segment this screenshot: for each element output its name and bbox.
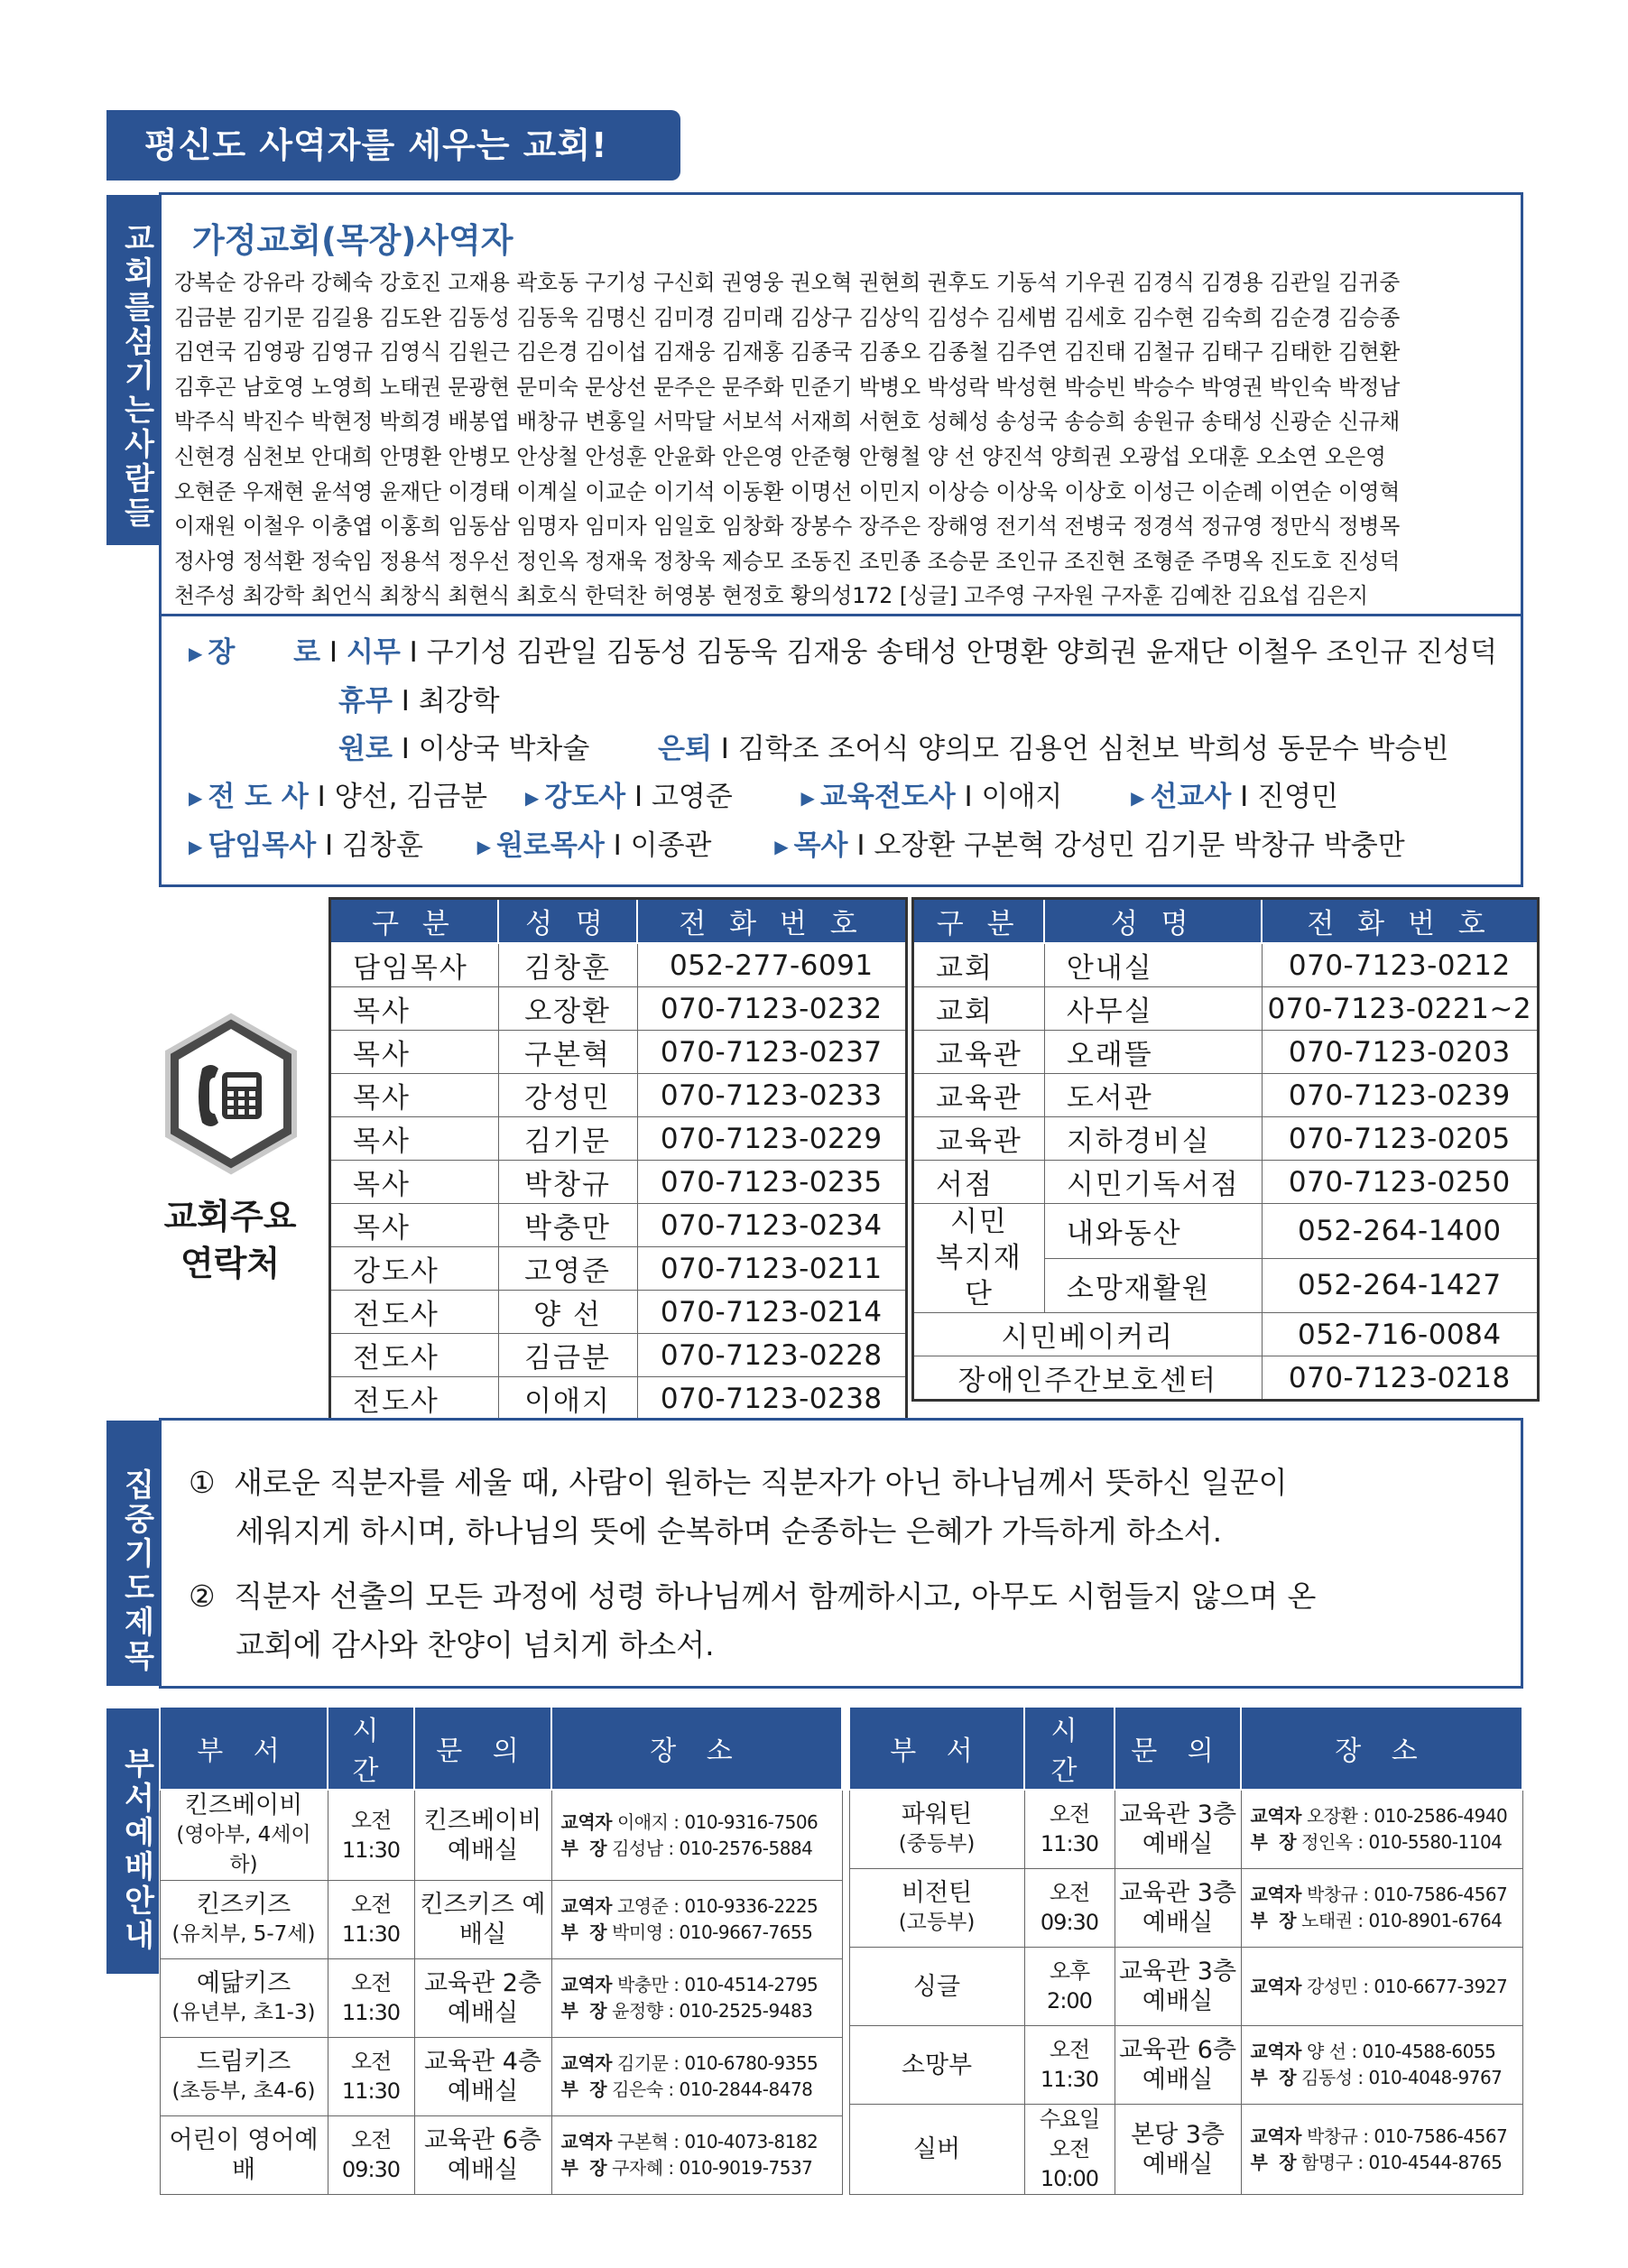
department-row: [849, 1869, 1522, 1948]
department-sub: (유년부, 초1-3): [171, 2001, 316, 2024]
col-role: 구 분: [330, 899, 499, 944]
elder-label: 장 로: [208, 636, 321, 669]
staff-role: 강도사: [330, 1247, 499, 1291]
prayer-item-2: [189, 1572, 1494, 1670]
department-row: [849, 1948, 1522, 2026]
facility-phone: 070-7123-0239: [1262, 1074, 1539, 1117]
contact-phone: 구본혁 : 010-4073-8182: [616, 2131, 819, 2152]
contact-role: 부 장: [560, 2000, 607, 2022]
contact-phone: 김기문 : 010-6780-9355: [616, 2052, 819, 2074]
retired-elders: 김학조 조어식 양의모 김용언 심천보 박희성 동문수 박승빈: [737, 733, 1449, 765]
retired-label: 은퇴: [658, 733, 712, 765]
name-row: 김금분 김기문 김길용 김도완 김동성 김동욱 김명신 김미경 김미래 김상구 김상익 김성수 김세범 김세호 김수현 김숙희 김순경 김승종: [174, 304, 1401, 330]
department-sub: (중등부): [898, 1832, 976, 1856]
contact-line: [1251, 2124, 1519, 2150]
department-contacts: [551, 1790, 842, 1881]
prayer-item-1: [189, 1458, 1494, 1556]
staff-name: 박충만: [498, 1204, 637, 1247]
department-row: [160, 1881, 842, 1959]
department-name: 드림키즈: [196, 2048, 291, 2076]
staff-role: 목사: [330, 1204, 499, 1247]
facility-row: [913, 1117, 1539, 1161]
contact-phone: 구자혜 : 010-9019-7537: [612, 2157, 813, 2179]
contact-phone: 고영준 : 010-9336-2225: [616, 1895, 819, 1917]
facility-room: 지하경비실: [1044, 1117, 1262, 1161]
facility-place: 교육관: [913, 1031, 1045, 1074]
staff-name: 김창훈: [498, 943, 637, 987]
contact-role: 교역자: [1250, 2041, 1301, 2062]
prayer-box: [159, 1418, 1523, 1689]
department-name: 예닮키즈: [196, 1969, 291, 1997]
departments-table-right: [848, 1706, 1523, 2195]
facility-room: 안내실: [1044, 943, 1262, 987]
contact-line: [1251, 1829, 1519, 1856]
department-row: [160, 2116, 842, 2195]
department-name: 파워틴: [901, 1801, 973, 1828]
col-dept: 부 서: [849, 1707, 1024, 1790]
emeritus-label: 원로목사: [496, 829, 605, 862]
facility-place: 교육관: [913, 1117, 1045, 1161]
staff-row: [330, 1247, 907, 1291]
contact-role: 부 장: [1250, 2151, 1297, 2173]
senior-pastor-label: 담임목사: [208, 829, 317, 862]
department-time: 오전 09:30: [328, 2116, 414, 2195]
contact-role: 교역자: [1250, 1975, 1301, 1997]
staff-role: 전도사: [330, 1334, 499, 1377]
section-tab-prayer: 집중기도제목: [106, 1421, 159, 1686]
facility-row: [913, 1161, 1539, 1204]
contact-line: [561, 1920, 838, 1946]
staff-row: [330, 987, 907, 1031]
staff-phone: 070-7123-0237: [637, 1031, 907, 1074]
staff-role: 전도사: [330, 1291, 499, 1334]
contact-label-line2: 연락처: [180, 1244, 281, 1283]
department-row: [160, 1959, 842, 2038]
name-row: 김연국 김영광 김영규 김영식 김원근 김은경 김이섭 김재웅 김재홍 김종국 김종오 김종철 김주연 김진태 김철규 김태구 김태한 김현환: [174, 339, 1401, 366]
facility-row: [913, 1204, 1539, 1259]
department-time: 수요일 오전 10:00: [1024, 2105, 1115, 2195]
staff-name: 박창규: [498, 1161, 637, 1204]
staff-row: [330, 1031, 907, 1074]
facility-row: [913, 1074, 1539, 1117]
staff-phone: 070-7123-0233: [637, 1074, 907, 1117]
prayer-num-1: ①: [189, 1465, 216, 1500]
facility-place: 교회: [913, 987, 1045, 1031]
section-tab-departments: 부서예배안내: [106, 1708, 159, 1974]
contact-line: [561, 1972, 838, 1998]
contact-line: [561, 1998, 838, 2024]
lecturer-label: 강도사: [544, 781, 626, 813]
facility-phone: 052-716-0084: [1262, 1313, 1539, 1356]
contact-role: 부 장: [560, 1837, 607, 1859]
department-time: 오전 11:30: [328, 1881, 414, 1959]
staff-name: 강성민: [498, 1074, 637, 1117]
facility-room: 시민기독서점: [1044, 1161, 1262, 1204]
department-name-cell: [160, 1959, 328, 2038]
department-contacts: [551, 2116, 842, 2195]
col-location: 장 소: [1241, 1707, 1522, 1790]
department-row: [849, 1790, 1522, 1869]
department-contacts: [1241, 1790, 1522, 1869]
department-name-cell: [849, 1869, 1024, 1948]
staff-name: 고영준: [498, 1247, 637, 1291]
contact-line: [1251, 1974, 1519, 2000]
staff-role: 목사: [330, 1117, 499, 1161]
evangelists: 양선, 김금분: [334, 781, 488, 813]
contact-phone: 이애지 : 010-9316-7506: [616, 1810, 819, 1833]
facility-room: 사무실: [1044, 987, 1262, 1031]
staff-phone: 070-7123-0235: [637, 1161, 907, 1204]
department-time: 오전 11:30: [1024, 1790, 1115, 1869]
facility-contact-table: [911, 897, 1540, 1402]
name-row: 김후곤 남호영 노영희 노태권 문광현 문미숙 문상선 문주은 문주화 민준기 박병오 박성락 박성현 박승빈 박승수 박영권 박인숙 박정남: [174, 374, 1401, 400]
contact-line: [561, 2155, 838, 2181]
contact-phone: 박창규 : 010-7586-4567: [1306, 1884, 1508, 1905]
department-name: 어린이 영어예배: [169, 2126, 319, 2184]
facility-row: [913, 1031, 1539, 1074]
contact-phone: 오장환 : 010-2586-4940: [1306, 1805, 1508, 1827]
facility-phone: 070-7123-0205: [1262, 1117, 1539, 1161]
contact-phone: 김은숙 : 010-2844-8478: [612, 2078, 813, 2100]
contact-role: 교역자: [1250, 2125, 1301, 2147]
prayer-2-line1: 직분자 선출의 모든 과정에 성령 하나님께서 함께하시고, 아무도 시험들지 않으며 온: [234, 1578, 1317, 1614]
triangle-icon: ▶: [189, 643, 203, 664]
contact-line: [1251, 2039, 1519, 2065]
facility-room: 소망재활원: [1044, 1258, 1262, 1313]
staff-line-2: ▶ 담임목사 I 김창훈 ▶ 원로목사 I 이종관 ▶ 목사 I 오장환 구본혁 강성민 김기문 박창규 박충만: [189, 829, 1405, 862]
department-contacts: [1241, 2105, 1522, 2195]
staff-name: 김기문: [498, 1117, 637, 1161]
contact-role: 부 장: [1250, 1831, 1297, 1853]
staff-name: 양 선: [498, 1291, 637, 1334]
col-dept: 부 서: [160, 1707, 328, 1790]
facility-phone: 070-7123-0212: [1262, 943, 1539, 987]
facility-row: [913, 987, 1539, 1031]
staff-name: 오장환: [498, 987, 637, 1031]
contact-line: [1251, 1803, 1519, 1829]
staff-phone: 070-7123-0214: [637, 1291, 907, 1334]
edu-evangelist-label: 교육전도사: [819, 781, 956, 813]
facility-row: [913, 943, 1539, 987]
department-place: 교육관 3층 예배실: [1115, 1948, 1241, 2026]
department-time: 오전 09:30: [1024, 1869, 1115, 1948]
name-row: 박주식 박진수 박현정 박희경 배봉엽 배창규 변홍일 서막달 서보석 서재희 서현호 성혜성 송성국 송승희 송원규 송태성 신광순 신규채: [174, 409, 1401, 435]
department-row: [849, 2026, 1522, 2105]
triangle-icon: ▶: [476, 836, 491, 857]
staff-role: 담임목사: [330, 943, 499, 987]
contact-line: [1251, 1908, 1519, 1934]
contact-phone: 윤정향 : 010-2525-9483: [612, 2000, 813, 2022]
name-list: [174, 265, 1508, 649]
contact-phone: 박미영 : 010-9667-7655: [612, 1921, 813, 1943]
facility-phone: 070-7123-0221~2: [1262, 987, 1539, 1031]
section-tab-people: 교회를섬기는사람들: [106, 195, 159, 545]
staff-role: 목사: [330, 1161, 499, 1204]
department-sub: (영아부, 4세이하): [176, 1823, 311, 1876]
department-name-cell: [849, 2026, 1024, 2105]
staff-phone: 070-7123-0228: [637, 1334, 907, 1377]
contact-role: 교역자: [560, 2131, 612, 2152]
facility-row: [913, 1356, 1539, 1401]
contact-role: 부 장: [560, 2157, 607, 2179]
staff-line-1: ▶ 전 도 사 I 양선, 김금분 ▶ 강도사 I 고영준 ▶ 교육전도사 I 이애지 ▶ 선교사 I 진영민: [189, 781, 1338, 813]
facility-phone: 070-7123-0218: [1262, 1356, 1539, 1401]
contact-phone: 양 선 : 010-4588-6055: [1306, 2041, 1496, 2062]
department-place: 교육관 3층 예배실: [1115, 1790, 1241, 1869]
department-contacts: [1241, 2026, 1522, 2105]
department-name: 비전틴: [901, 1879, 973, 1907]
pastor-label: 목사: [793, 829, 848, 862]
house-church-box: [159, 192, 1523, 645]
facility-phone: 052-264-1400: [1262, 1204, 1539, 1259]
department-name-cell: [160, 1881, 328, 1959]
contact-line: [561, 1893, 838, 1920]
rest-elders: 최강학: [418, 685, 500, 717]
rest-label: 휴무: [338, 685, 393, 717]
staff-role: 목사: [330, 987, 499, 1031]
staff-row: [330, 1074, 907, 1117]
staff-row: [330, 1117, 907, 1161]
staff-role: 전도사: [330, 1377, 499, 1421]
triangle-icon: ▶: [1131, 787, 1145, 809]
contact-role: 부 장: [1250, 1910, 1297, 1931]
department-time: 오전 11:30: [328, 1959, 414, 2038]
department-name: 실버: [912, 2135, 961, 2163]
facility-phone: 070-7123-0203: [1262, 1031, 1539, 1074]
senior-pastor: 김창훈: [342, 829, 423, 862]
honor-label: 원로: [338, 733, 393, 765]
honor-elders: 이상국 박차술: [418, 733, 590, 765]
staff-phone: 070-7123-0229: [637, 1117, 907, 1161]
missionary-label: 선교사: [1150, 781, 1232, 813]
staff-phone: 070-7123-0232: [637, 987, 907, 1031]
col-room: 성 명: [1044, 899, 1262, 944]
staff-contact-table: [328, 897, 908, 1422]
department-place: 교육관 6층 예배실: [1115, 2026, 1241, 2105]
facility-place: 장애인주간보호센터: [913, 1356, 1263, 1401]
contact-line: [561, 1836, 838, 1862]
department-place: 교육관 4층예배실: [414, 2038, 551, 2116]
col-phone: 전 화 번 호: [1262, 899, 1539, 944]
contact-line: [1251, 2065, 1519, 2091]
contact-line: [561, 2050, 838, 2077]
col-contact-place: 문 의: [1115, 1707, 1241, 1790]
staff-row: [330, 1334, 907, 1377]
contact-label: [135, 1193, 325, 1287]
contact-role: 부 장: [560, 1921, 607, 1943]
department-time: 오전 11:30: [328, 1790, 414, 1881]
facility-room: 도서관: [1044, 1074, 1262, 1117]
facility-place: 시민 복지재단: [913, 1204, 1045, 1313]
col-name: 성 명: [498, 899, 637, 944]
contact-phone: 김성남 : 010-2576-5884: [612, 1837, 813, 1859]
department-name: 킨즈키즈: [196, 1891, 291, 1919]
staff-name: 이애지: [498, 1377, 637, 1421]
contact-line: [1251, 2150, 1519, 2176]
department-place: 교육관 2층 예배실: [414, 1959, 551, 2038]
facility-room: 오래뜰: [1044, 1031, 1262, 1074]
staff-row: [330, 1161, 907, 1204]
group-title: 가정교회(목장)사역자: [192, 221, 513, 260]
staff-role: 목사: [330, 1074, 499, 1117]
facility-room: 내와동산: [1044, 1204, 1262, 1259]
col-contact-place: 문 의: [414, 1707, 551, 1790]
contact-role: 교역자: [560, 1810, 612, 1833]
contact-line: [561, 2077, 838, 2103]
department-contacts: [1241, 1948, 1522, 2026]
department-name: 싱글: [912, 1972, 961, 2001]
name-row: 신현경 심천보 안대희 안명환 안병모 안상철 안성훈 안윤화 안은영 안준형 안형철 양 선 양진석 양희권 오광섭 오대훈 오소연 오은영: [174, 443, 1386, 469]
prayer-2-line2: 교회에 감사와 찬양이 넘치게 하소서.: [236, 1627, 715, 1662]
elder-line: ▶ 장 로 I 시무 I 구기성 김관일 김동성 김동욱 김재웅 송태성 안명환 양희권 윤재단 이철우 조인규 진성덕: [189, 636, 1498, 669]
col-phone: 전 화 번 호: [637, 899, 907, 944]
name-row: 이재원 이철우 이충엽 이홍희 임동삼 임명자 임미자 임일호 임창화 장봉수 장주은 장해영 전기석 전병국 정경석 정규영 정만식 정병목: [174, 514, 1401, 540]
name-row: 오현준 우재현 윤석영 윤재단 이경태 이계실 이교순 이기석 이동환 이명선 이민지 이상승 이상욱 이상호 이성근 이순례 이연순 이영혁: [174, 478, 1401, 505]
contact-role: 부 장: [560, 2078, 607, 2100]
department-name-cell: [160, 2038, 328, 2116]
rest-line: 휴무 I 최강학: [338, 685, 500, 717]
facility-phone: 052-264-1427: [1262, 1258, 1539, 1313]
facility-phone: 070-7123-0250: [1262, 1161, 1539, 1204]
prayer-1-line2: 세워지게 하시며, 하나님의 뜻에 순복하며 순종하는 은혜가 가득하게 하소서.: [236, 1514, 1223, 1549]
department-time: 오전 11:30: [328, 2038, 414, 2116]
department-place: 교육관 3층 예배실: [1115, 1869, 1241, 1948]
staff-row: [330, 1291, 907, 1334]
department-contacts: [551, 1881, 842, 1959]
department-name-cell: [160, 1790, 328, 1881]
contact-phone: 함명구 : 010-4544-8765: [1301, 2151, 1503, 2173]
pastors: 오장환 구본혁 강성민 김기문 박창규 박충만: [874, 829, 1405, 862]
name-row: 강복순 강유라 강혜숙 강호진 고재용 곽호동 구기성 구신회 권영웅 권오혁 권현희 권후도 기동석 기우권 김경식 김경용 김관일 김귀중: [174, 270, 1401, 295]
contact-phone: 노태권 : 010-8901-6764: [1301, 1910, 1503, 1931]
name-row: 천주성 최강학 최언식 최창식 최현식 최호식 한덕찬 허영봉 현정호 황의성172 [싱글] 고주영 구자원 구자훈 김예찬 김요섭 김은지: [174, 583, 1369, 609]
department-name-cell: [849, 1948, 1024, 2026]
contact-phone: 박창규 : 010-7586-4567: [1306, 2125, 1508, 2147]
department-name-cell: [849, 1790, 1024, 1869]
department-name: 소망부: [901, 2050, 973, 2079]
lecturer: 고영준: [651, 781, 733, 813]
contact-role: 교역자: [1250, 1884, 1301, 1905]
contact-line: [561, 1810, 838, 1836]
triangle-icon: ▶: [800, 787, 815, 809]
triangle-icon: ▶: [774, 836, 789, 857]
contact-role: 교역자: [560, 1895, 612, 1917]
honor-line: 원로 I 이상국 박차술 은퇴 I 김학조 조어식 양의모 김용언 심천보 박희성 동문수 박승빈: [338, 733, 1449, 765]
facility-place: 시민베이커리: [913, 1313, 1263, 1356]
staff-phone: 070-7123-0238: [637, 1377, 907, 1421]
contact-phone: 정인옥 : 010-5580-1104: [1301, 1831, 1503, 1853]
facility-row: [913, 1313, 1539, 1356]
facility-place: 서점: [913, 1161, 1045, 1204]
staff-role: 목사: [330, 1031, 499, 1074]
department-row: [160, 1790, 842, 1881]
active-elder-label: 시무: [346, 636, 401, 669]
triangle-icon: ▶: [189, 787, 203, 809]
missionary: 진영민: [1257, 781, 1338, 813]
contact-role: 교역자: [560, 1974, 612, 1995]
staff-name: 구본혁: [498, 1031, 637, 1074]
contact-phone: 김동성 : 010-4048-9767: [1301, 2067, 1503, 2088]
col-location: 장 소: [551, 1707, 842, 1790]
page-title: 평신도 사역자를 세우는 교회!: [106, 110, 680, 181]
roles-box: [159, 614, 1523, 887]
evangelist-label: 전 도 사: [208, 781, 309, 813]
prayer-num-2: ②: [189, 1578, 216, 1614]
department-row: [849, 2105, 1522, 2195]
contact-role: 부 장: [1250, 2067, 1297, 2088]
department-sub: (유치부, 5-7세): [171, 1922, 316, 1946]
contact-phone: 강성민 : 010-6677-3927: [1306, 1975, 1508, 1997]
department-time: 오후 2:00: [1024, 1948, 1115, 2026]
contact-line: [1251, 1882, 1519, 1908]
staff-row: [330, 943, 907, 987]
staff-phone: 070-7123-0234: [637, 1204, 907, 1247]
contact-phone: 박충만 : 010-4514-2795: [616, 1974, 819, 1995]
col-place: 구 분: [913, 899, 1045, 944]
department-place: 본당 3층 예배실: [1115, 2105, 1241, 2195]
staff-phone: 052-277-6091: [637, 943, 907, 987]
staff-phone: 070-7123-0211: [637, 1247, 907, 1291]
department-place: 킨즈키즈 예배실: [414, 1881, 551, 1959]
department-time: 오전 11:30: [1024, 2026, 1115, 2105]
staff-name: 김금분: [498, 1334, 637, 1377]
department-place: 교육관 6층 예배실: [414, 2116, 551, 2195]
col-time: 시 간: [1024, 1707, 1115, 1790]
facility-place: 교육관: [913, 1074, 1045, 1117]
col-time: 시 간: [328, 1707, 414, 1790]
department-contacts: [551, 1959, 842, 2038]
prayer-1-line1: 새로운 직분자를 세울 때, 사람이 원하는 직분자가 아닌 하나님께서 뜻하신 일꾼이: [234, 1465, 1288, 1500]
department-row: [160, 2038, 842, 2116]
department-name-cell: [849, 2105, 1024, 2195]
triangle-icon: ▶: [189, 836, 203, 857]
staff-row: [330, 1377, 907, 1421]
department-name: 킨즈베이비: [184, 1791, 303, 1819]
phone-icon: [159, 1013, 303, 1175]
triangle-icon: ▶: [524, 787, 540, 809]
active-elders: 구기성 김관일 김동성 김동욱 김재웅 송태성 안명환 양희권 윤재단 이철우 조인규 진성덕: [426, 636, 1498, 669]
department-name-cell: [160, 2116, 328, 2195]
staff-row: [330, 1204, 907, 1247]
department-place: 킨즈베이비 예배실: [414, 1790, 551, 1881]
contact-line: [561, 2129, 838, 2155]
department-contacts: [551, 2038, 842, 2116]
contact-role: 교역자: [560, 2052, 612, 2074]
edu-evangelist: 이애지: [981, 781, 1063, 813]
contact-label-line1: 교회주요: [163, 1197, 297, 1236]
department-contacts: [1241, 1869, 1522, 1948]
departments-table-left: [159, 1706, 843, 2195]
department-sub: (초등부, 초4-6): [171, 2079, 316, 2103]
facility-place: 교회: [913, 943, 1045, 987]
name-row: 정사영 정석환 정숙임 정용석 정우선 정인옥 정재욱 정창욱 제승모 조동진 조민종 조승문 조인규 조진현 조형준 주명옥 진도호 진성덕: [174, 548, 1401, 574]
emeritus-pastor: 이종관: [630, 829, 712, 862]
contact-role: 교역자: [1250, 1805, 1301, 1827]
department-sub: (고등부): [898, 1911, 976, 1934]
